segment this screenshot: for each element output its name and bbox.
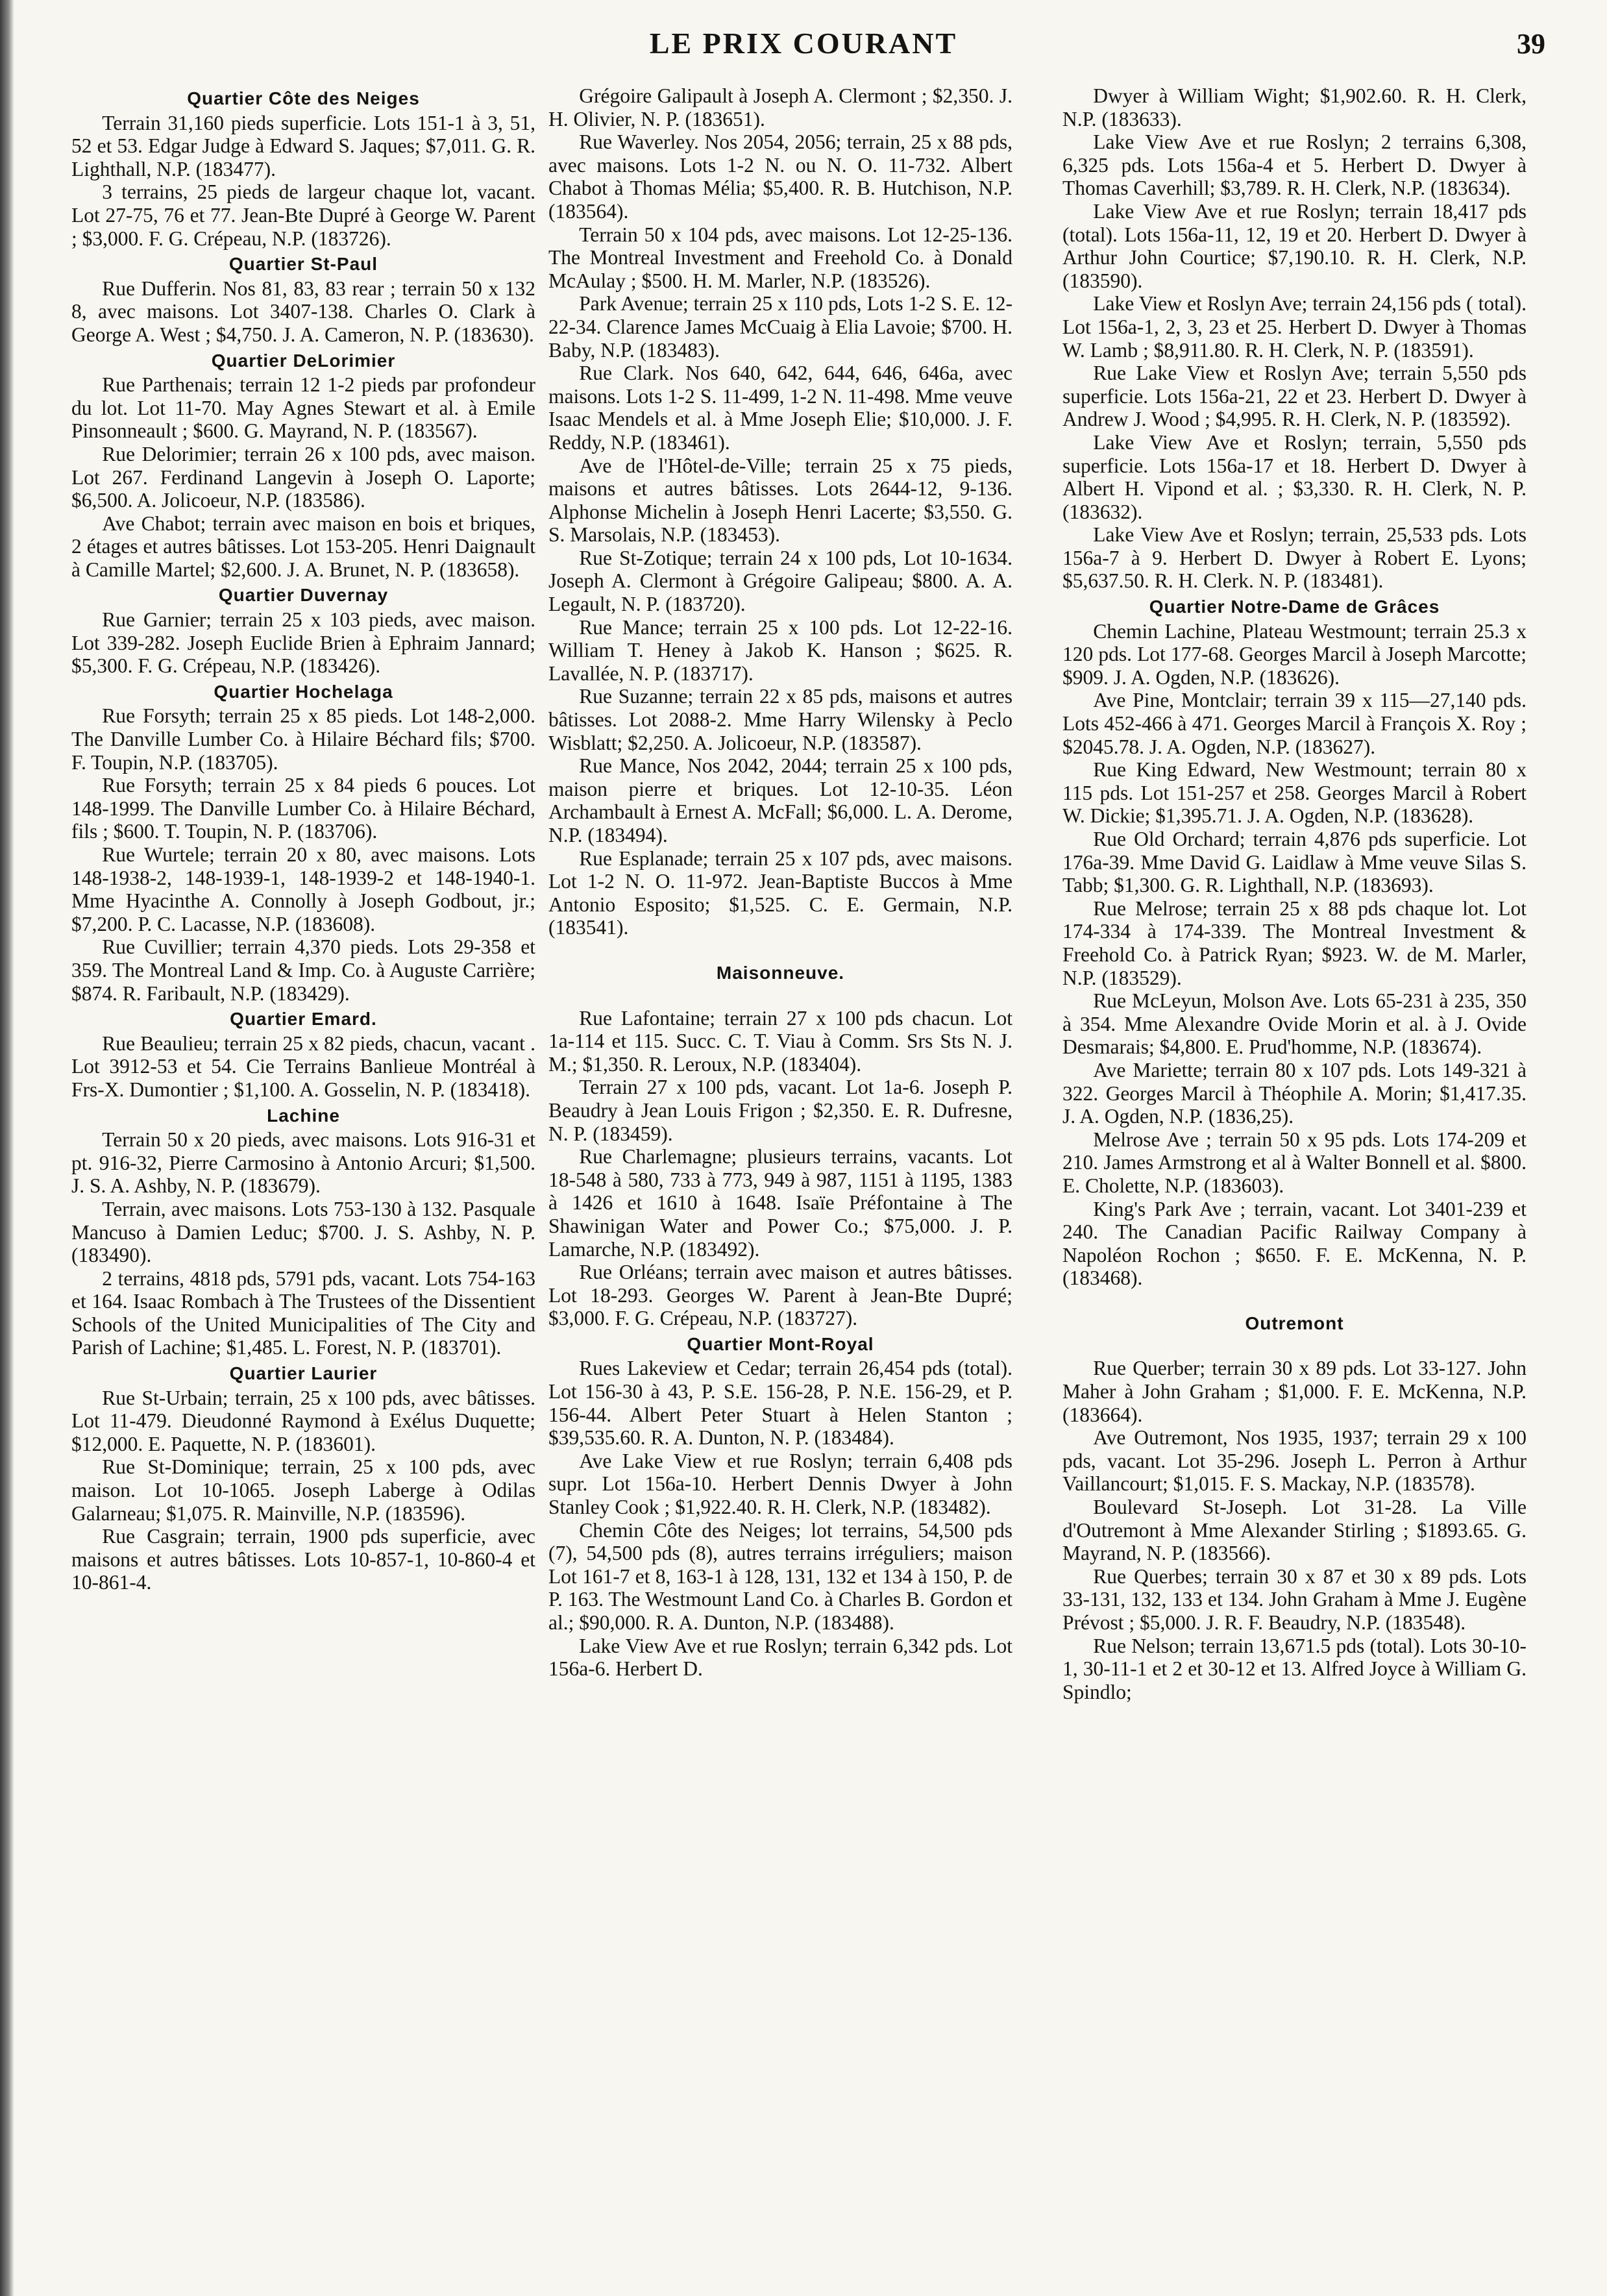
column-right <box>1062 84 1527 2278</box>
listing-entry: Rue Nelson; terrain 13,671.5 pds (total). Lots 30-10-1, 30-11-1 et 2 et 30-12 et 13. Alfred Joyce à William G. Spindlo; <box>1062 1634 1527 1703</box>
listing-entry: 3 terrains, 25 pieds de largeur chaque lot, vacant. Lot 27-75, 76 et 77. Jean-Bte Dupré à George W. Parent ; $3,000. F. G. Crépeau, N.P. (183726). <box>71 180 535 250</box>
listing-entry: Terrain 50 x 104 pds, avec maisons. Lot 12-25-136. The Montreal Investment and Freehold Co. à Donald McAulay ; $500. H. M. Marler, N.P. (183526). <box>548 223 1012 292</box>
column-left <box>71 84 535 2278</box>
listing-entry: Ave Pine, Montclair; terrain 39 x 115—27,140 pds. Lots 452-466 à 471. Georges Marcil à François X. Roy ; $2045.78. J. A. Ogden, N.P. (183627). <box>1062 689 1527 758</box>
listing-entry: Boulevard St-Joseph. Lot 31-28. La Ville d'Outremont à Mme Alexander Stirling ; $1893.65. G. Mayrand, N. P. (183566). <box>1062 1496 1527 1565</box>
listing-entry: Rue Forsyth; terrain 25 x 85 pieds. Lot 148-2,000. The Danville Lumber Co. à Hilaire Béchard fils; $700. F. Toupin, N.P. (183705). <box>71 704 535 774</box>
listing-entry: Ave Mariette; terrain 80 x 107 pds. Lots 149-321 à 322. Georges Marcil à Théophile A. Morin; $1,417.35. J. A. Ogden, N.P. (1836,25). <box>1062 1058 1527 1128</box>
column-middle <box>548 84 1012 2278</box>
section-heading: Quartier Hochelaga <box>214 681 393 702</box>
listing-entry: Chemin Côte des Neiges; lot terrains, 54,500 pds (7), 54,500 pds (8), autres terrains irréguliers; maison Lot 161-7 et 8, 163-1 à 128, 131, 132 et 134 à 150, P. de P. 163. The Westmount Land Co. à Charles B. Gordon et al.; $90,000. R. A. Dunton, N.P. (183488). <box>548 1518 1012 1634</box>
section-heading: Quartier St-Paul <box>228 254 378 275</box>
listing-entry: Rue Forsyth; terrain 25 x 84 pieds 6 pouces. Lot 148-1999. The Danville Lumber Co. à Hilaire Béchard, fils ; $600. T. Toupin, N. P. (183706). <box>71 774 535 843</box>
listing-entry: Rue St-Dominique; terrain, 25 x 100 pds, avec maison. Lot 10-1065. Joseph Laberge à Odilas Galarneau; $1,075. R. Mainville, N.P. (183596). <box>71 1455 535 1525</box>
section-heading: Maisonneuve. <box>716 962 845 983</box>
listing-entry: King's Park Ave ; terrain, vacant. Lot 3401-239 et 240. The Canadian Pacific Railway Company à Napoléon Rochon ; $650. F. E. McKenna, N. P. (183468). <box>1062 1197 1527 1290</box>
listing-entry: Lake View Ave et rue Roslyn; 2 terrains 6,308, 6,325 pds. Lots 156a-4 et 5. Herbert D. Dwyer à Thomas Caverhill; $3,789. R. H. Clerk, N.P. (183634). <box>1062 130 1527 200</box>
listing-entry: Rue Melrose; terrain 25 x 88 pds chaque lot. Lot 174-334 à 174-339. The Montreal Investment & Freehold Co. à Patrick Ryan; $923. W. de M. Marler, N.P. (183529). <box>1062 896 1527 989</box>
listing-entry: Rue Old Orchard; terrain 4,876 pds superficie. Lot 176a-39. Mme David G. Laidlaw à Mme veuve Silas S. Tabb; $1,300. G. R. Lighthall, N.P. (183693). <box>1062 828 1527 897</box>
listing-entry: Rue Casgrain; terrain, 1900 pds superficie, avec maisons et autres bâtisses. Lots 10-857-1, 10-860-4 et 10-861-4. <box>71 1525 535 1594</box>
section-heading: Outremont <box>1245 1313 1344 1333</box>
book-spine-shadow <box>0 0 14 2296</box>
listing-entry: Ave Chabot; terrain avec maison en bois et briques, 2 étages et autres bâtisses. Lot 153-205. Henri Daignault à Camille Martel; $2,600. J. A. Brunet, N. P. (183658). <box>71 512 535 581</box>
page-title: LE PRIX COURANT <box>649 27 958 60</box>
listing-entry: Terrain 50 x 20 pieds, avec maisons. Lots 916-31 et pt. 916-32, Pierre Carmosino à Antonio Arcuri; $1,500. J. S. A. Ashby, N. P. (183679). <box>71 1128 535 1198</box>
listing-entry: Lake View Ave et rue Roslyn; terrain 6,342 pds. Lot 156a-6. Herbert D. <box>548 1634 1012 1681</box>
listing-entry: Terrain 31,160 pieds superficie. Lots 151-1 à 3, 51, 52 et 53. Edgar Judge à Edward S. Jaques; $7,011. G. R. Lighthall, N.P. (183477). <box>71 111 535 180</box>
listing-entry: Rue Wurtele; terrain 20 x 80, avec maisons. Lots 148-1938-2, 148-1939-1, 148-1939-2 et 148-1940-1. Mme Hyacinthe A. Connolly à Joseph Godbout, jr.; $7,200. P. C. Lacasse, N.P. (183608). <box>71 843 535 935</box>
listing-entry: Melrose Ave ; terrain 50 x 95 pds. Lots 174-209 et 210. James Armstrong et al à Walter Bonnell et al. $800. E. Cholette, N.P. (183603). <box>1062 1128 1527 1197</box>
listing-entry: Dwyer à William Wight; $1,902.60. R. H. Clerk, N.P. (183633). <box>1062 84 1527 130</box>
section-heading: Quartier DeLorimier <box>211 350 396 371</box>
listing-entry: Lake View Ave et Roslyn; terrain, 25,533 pds. Lots 156a-7 à 9. Herbert D. Dwyer à Robert E. Lyons; $5,637.50. R. H. Clerk. N. P. (183481). <box>1062 523 1527 593</box>
listing-entry: Rue McLeyun, Molson Ave. Lots 65-231 à 235, 350 à 354. Mme Alexandre Ovide Morin et al. à J. Ovide Desmarais; $4,800. E. Prud'homme, N.P. (183674). <box>1062 989 1527 1059</box>
listing-entry: Ave de l'Hôtel-de-Ville; terrain 25 x 75 pieds, maisons et autres bâtisses. Lots 2644-12, 9-136. Alphonse Michelin à Joseph Henri Lacerte; $3,550. G. S. Marsolais, N.P. (183453). <box>548 454 1012 547</box>
listing-entry: Rue Waverley. Nos 2054, 2056; terrain, 25 x 88 pds, avec maisons. Lots 1-2 N. ou N. O. 11-732. Albert Chabot à Thomas Mélia; $5,400. R. B. Hutchison, N.P. (183564). <box>548 130 1012 223</box>
listing-entry: Rue Delorimier; terrain 26 x 100 pds, avec maison. Lot 267. Ferdinand Langevin à Joseph O. Laporte; $6,500. A. Jolicoeur, N.P. (183586). <box>71 442 535 512</box>
listing-entry: Rue Beaulieu; terrain 25 x 82 pieds, chacun, vacant . Lot 3912-53 et 54. Cie Terrains Banlieue Montréal à Frs-X. Dumontier ; $1,100. A. Gosselin, N. P. (183418). <box>71 1031 535 1101</box>
listing-entry: Grégoire Galipault à Joseph A. Clermont ; $2,350. J. H. Olivier, N. P. (183651). <box>548 84 1012 130</box>
listing-entry: Rue Garnier; terrain 25 x 103 pieds, avec maison. Lot 339-282. Joseph Euclide Brien à Ephraim Jannard; $5,300. F. G. Crépeau, N.P. (183426). <box>71 608 535 678</box>
listing-entry: Rue Lake View et Roslyn Ave; terrain 5,550 pds superficie. Lots 156a-21, 22 et 23. Herbert D. Dwyer à Andrew J. Wood ; $4,995. R. H. Clerk, N. P. (183592). <box>1062 362 1527 431</box>
listing-entry: Rue Dufferin. Nos 81, 83, 83 rear ; terrain 50 x 132 8, avec maisons. Lot 3407-138. Charles O. Clark à George A. West ; $4,750. J. A. Cameron, N. P. (183630). <box>71 277 535 346</box>
section-heading: Quartier Notre-Dame de Grâces <box>1149 597 1440 617</box>
section-heading: Quartier Mont-Royal <box>687 1333 874 1354</box>
listing-entry: Lake View Ave et Roslyn; terrain, 5,550 pds superficie. Lots 156a-17 et 18. Herbert D. Dwyer à Albert H. Vipond et al. ; $3,330. R. H. Clerk, N. P. (183632). <box>1062 430 1527 523</box>
listing-entry: Lake View et Roslyn Ave; terrain 24,156 pds ( total). Lot 156a-1, 2, 3, 23 et 25. Herbert D. Dwyer à Thomas W. Lamb ; $8,911.80. R. H. Clerk, N. P. (183591). <box>1062 292 1527 362</box>
listing-entry: Terrain, avec maisons. Lots 753-130 à 132. Pasquale Mancuso à Damien Leduc; $700. J. S. Ashby, N. P. (183490). <box>71 1197 535 1267</box>
listing-entry: Rue Esplanade; terrain 25 x 107 pds, avec maisons. Lot 1-2 N. O. 11-972. Jean-Baptiste Buccos à Mme Antonio Esposito; $1,525. C. E. Germain, N.P. (183541). <box>548 846 1012 939</box>
listing-entry: Rue Mance, Nos 2042, 2044; terrain 25 x 100 pds, maison pierre et briques. Lot 12-10-35. Léon Archambault à Ernest A. McFall; $6,000. L. A. Derome, N.P. (183494). <box>548 754 1012 846</box>
listing-entry: Rues Lakeview et Cedar; terrain 26,454 pds (total). Lot 156-30 à 43, P. S.E. 156-28, P. N.E. 156-29, et P. 156-44. Albert Peter Stuart à Helen Stanton ; $39,535.60. R. A. Dunton, N. P. (183484). <box>548 1357 1012 1450</box>
listing-entry: Ave Outremont, Nos 1935, 1937; terrain 29 x 100 pds, vacant. Lot 35-296. Joseph L. Perron à Arthur Vaillancourt; $1,015. F. S. Mackay, N.P. (183578). <box>1062 1426 1527 1496</box>
listing-entry: Rue St-Urbain; terrain, 25 x 100 pds, avec bâtisses. Lot 11-479. Dieudonné Raymond à Exélus Duquette; $12,000. E. Paquette, N. P. (183601). <box>71 1386 535 1455</box>
listing-entry: 2 terrains, 4818 pds, 5791 pds, vacant. Lots 754-163 et 164. Isaac Rombach à The Trustees of the Dissentient Schools of the United Municipalities of The City and Parish of Lachine; $1,485. L. Forest, N. P. (183701). <box>71 1266 535 1359</box>
listing-entry: Rue Querber; terrain 30 x 89 pds. Lot 33-127. John Maher à John Graham ; $1,000. F. E. McKenna, N.P. (183664). <box>1062 1357 1527 1426</box>
listing-entry: Rue Querbes; terrain 30 x 87 et 30 x 89 pds. Lots 33-131, 132, 133 et 134. John Graham à Mme J. Eugène Prévost ; $5,000. J. R. F. Beaudry, N.P. (183548). <box>1062 1564 1527 1634</box>
section-heading: Quartier Laurier <box>229 1363 378 1384</box>
listing-entry: Terrain 27 x 100 pds, vacant. Lot 1a-6. Joseph P. Beaudry à Jean Louis Frigon ; $2,350. E. R. Dufresne, N. P. (183459). <box>548 1076 1012 1145</box>
section-heading: Quartier Côte des Neiges <box>187 88 420 108</box>
listing-entry: Park Avenue; terrain 25 x 110 pds, Lots 1-2 S. E. 12-22-34. Clarence James McCuaig à Elia Lavoie; $700. H. Baby, N.P. (183483). <box>548 292 1012 362</box>
listing-entry: Rue Lafontaine; terrain 27 x 100 pds chacun. Lot 1a-114 et 115. Succ. C. T. Viau à Comm. Srs Sts N. J. M.; $1,350. R. Leroux, N.P. (183404). <box>548 1006 1012 1076</box>
listing-entry: Rue Cuvillier; terrain 4,370 pieds. Lots 29-358 et 359. The Montreal Land & Imp. Co. à Auguste Carrière; $874. R. Faribault, N.P. (183429). <box>71 935 535 1005</box>
listing-entry: Ave Lake View et rue Roslyn; terrain 6,408 pds supr. Lot 156a-10. Herbert Dennis Dwyer à John Stanley Cook ; $1,922.40. R. H. Clerk, N.P. (183482). <box>548 1449 1012 1519</box>
listing-entry: Rue Parthenais; terrain 12 1-2 pieds par profondeur du lot. Lot 11-70. May Agnes Stewart et al. à Emile Pinsonneault ; $600. G. Mayrand, N. P. (183567). <box>71 373 535 443</box>
listing-entry: Rue Orléans; terrain avec maison et autres bâtisses. Lot 18-293. Georges W. Parent à Jean-Bte Dupré; $3,000. F. G. Crépeau, N.P. (183727). <box>548 1261 1012 1330</box>
listing-entry: Rue King Edward, New Westmount; terrain 80 x 115 pds. Lot 151-257 et 258. Georges Marcil à Robert W. Dickie; $1,395.71. J. A. Ogden, N.P. (183628). <box>1062 758 1527 828</box>
section-heading: Quartier Emard. <box>230 1009 377 1030</box>
page-number: 39 <box>1517 28 1545 60</box>
section-heading: Lachine <box>267 1105 340 1126</box>
section-heading: Quartier Duvernay <box>218 585 389 606</box>
listing-entry: Lake View Ave et rue Roslyn; terrain 18,417 pds (total). Lots 156a-11, 12, 19 et 20. Herbert D. Dwyer à Arthur John Courtice; $7,190.10. R. H. Clerk, N.P. (183590). <box>1062 199 1527 292</box>
page-header <box>0 26 1607 65</box>
listing-entry: Chemin Lachine, Plateau Westmount; terrain 25.3 x 120 pds. Lot 177-68. Georges Marcil à Joseph Marcotte; $909. J. A. Ogden, N.P. (183626). <box>1062 619 1527 689</box>
listing-entry: Rue St-Zotique; terrain 24 x 100 pds, Lot 10-1634. Joseph A. Clermont à Grégoire Galipeau; $800. A. A. Legault, N. P. (183720). <box>548 546 1012 616</box>
listing-entry: Rue Clark. Nos 640, 642, 644, 646, 646a, avec maisons. Lots 1-2 S. 11-499, 1-2 N. 11-498. Mme veuve Isaac Mendels et al. à Mme Joseph Elie; $10,000. J. F. Reddy, N.P. (183461). <box>548 362 1012 454</box>
listing-entry: Rue Charlemagne; plusieurs terrains, vacants. Lot 18-548 à 580, 733 à 773, 949 à 987, 1151 à 1195, 1383 à 1426 et 1610 à 1648. Isaïe Préfontaine à The Shawinigan Water and Power Co.; $75,000. J. P. Lamarche, N.P. (183492). <box>548 1145 1012 1261</box>
listing-entry: Rue Mance; terrain 25 x 100 pds. Lot 12-22-16. William T. Heney à Jakob K. Hanson ; $625. R. Lavallée, N. P. (183717). <box>548 615 1012 685</box>
listing-entry: Rue Suzanne; terrain 22 x 85 pds, maisons et autres bâtisses. Lot 2088-2. Mme Harry Wilensky à Peclo Wisblatt; $2,250. A. Jolicoeur, N.P. (183587). <box>548 685 1012 754</box>
